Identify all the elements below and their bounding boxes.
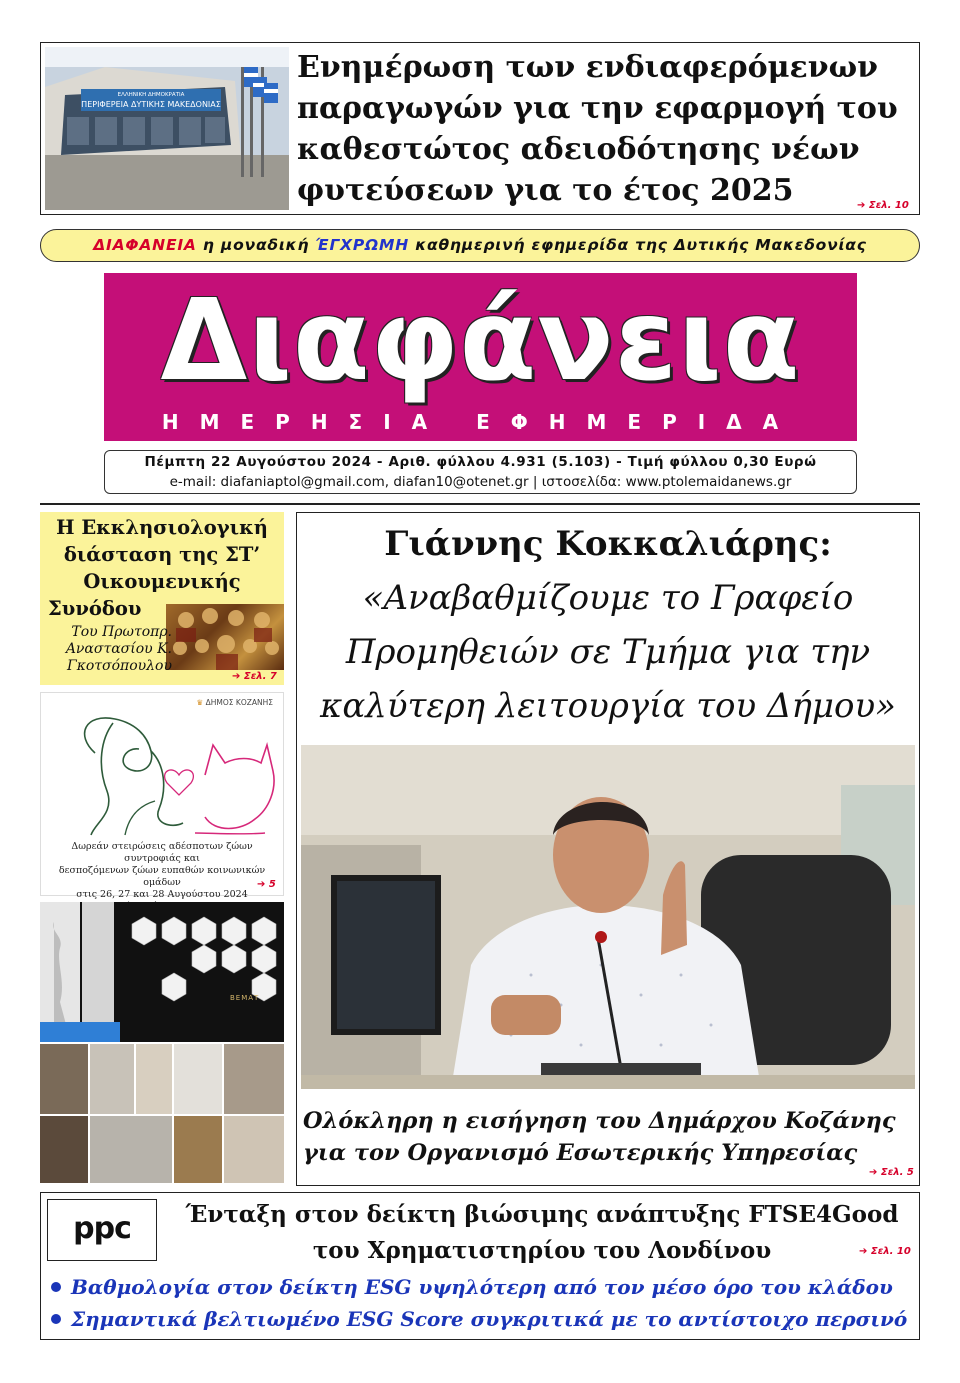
decor-tiles-ad[interactable]: [40, 902, 284, 1183]
kozani-page-ref: ➔ 5: [257, 879, 276, 890]
ppc-logo: ppc: [47, 1199, 157, 1261]
regional-building-photo: [45, 47, 289, 210]
main-story-quote[interactable]: [297, 571, 919, 733]
main-story-caption[interactable]: [303, 1105, 915, 1169]
top-story-page-ref: ➔ Σελ. 10: [857, 200, 909, 211]
building-sign-1: ΕΛΛΗΝΙΚΗ ΔΗΜΟΚΡΑΤΙΑ: [117, 92, 185, 98]
ppc-story[interactable]: [40, 1192, 920, 1340]
synod-feature[interactable]: [40, 512, 284, 685]
tile-photo: [174, 1044, 222, 1114]
tagline-part-1: η μοναδική: [202, 236, 310, 254]
kozani-sterilization-ad[interactable]: [40, 692, 284, 900]
newspaper-subtitle: ΗΜΕΡΗΣΙΑ ΕΦΗΜΕΡΙΔΑ: [161, 410, 800, 434]
tile-photo: [224, 1044, 284, 1114]
tile-photo: [136, 1044, 172, 1114]
tagline-color-word: ΈΓΧΡΩΜΗ: [315, 236, 410, 254]
synod-page-ref: ➔ Σελ. 7: [232, 671, 277, 682]
tiles-ad-top-panel: [40, 902, 284, 1042]
top-story-headline[interactable]: Ενημέρωση των ενδιαφερόμενων παραγωγών για την εφαρμογή του καθεστώτος αδειοδότησης νέων φυτεύσεων για το έτος 2025: [297, 50, 898, 208]
bullet-dot-icon: [51, 1282, 61, 1292]
synod-author-line-3: Γκοτσόπουλου: [66, 658, 172, 674]
kozani-ad-line-3: στις 26, 27 και 28 Αυγούστου 2024: [76, 889, 248, 900]
synod-title-line-4: Συνόδου: [48, 597, 142, 620]
main-story-page-ref: ➔ Σελ. 5: [869, 1167, 914, 1178]
main-quote-line-1: «Αναβαθμίζουμε το Γραφείο: [362, 578, 854, 618]
kozani-emblem-icon: ♛: [196, 698, 204, 707]
ppc-title-line-2: του Χρηματιστηρίου του Λονδίνου: [312, 1237, 772, 1264]
tile-photo: [174, 1116, 222, 1183]
contact-line[interactable]: e-mail: diafaniaptol@gmail.com, diafan10@otenet.gr | ιστοσελίδα: www.ptolemaidanews.gr: [169, 474, 792, 490]
synod-title-line-2: διάσταση της ΣΤ’: [63, 543, 261, 566]
main-story[interactable]: [296, 512, 920, 1186]
tile-photo: [40, 1116, 88, 1183]
dog-cat-line-art-icon: [55, 705, 275, 839]
main-quote-line-2: Προμηθειών σε Τμήμα για την: [345, 632, 871, 672]
tile-photo: [40, 1044, 88, 1114]
ppc-bullet-text: Σημαντικά βελτιωμένο ESG Score συγκριτικά με το αντίστοιχο περσινό: [71, 1307, 908, 1331]
tile-photo: [90, 1116, 172, 1183]
tagline-part-2: καθημερινή εφημερίδα της Δυτικής Μακεδονίας: [415, 236, 867, 254]
byzantine-icon-image: [166, 604, 284, 670]
main-quote-line-3: καλύτερη λειτουργία του Δήμου»: [320, 686, 896, 726]
top-story[interactable]: [40, 42, 920, 215]
synod-title-line-1: Η Εκκλησιολογική: [56, 516, 268, 539]
main-caption-line-1: Ολόκληρη η εισήγηση του Δημάρχου Κοζάνης: [303, 1108, 896, 1134]
synod-author-line-2: Αναστασίου Κ.: [65, 641, 172, 657]
ppc-bullet-text: Βαθμολογία στον δείκτη ESG υψηλότερη από τον μέσο όρο του κλάδου: [71, 1275, 893, 1299]
tiles-ad-photo-grid: [40, 1044, 284, 1183]
newspaper-name: Διαφάνεια: [160, 276, 801, 406]
main-story-name[interactable]: Γιάννης Κοκκαλιάρης:: [384, 524, 832, 564]
tagline-banner: [40, 229, 920, 262]
synod-title-line-3: Οικουμενικής: [83, 570, 241, 593]
ppc-headline[interactable]: [165, 1197, 919, 1269]
dateline-box: [104, 450, 857, 494]
main-caption-line-2: για τον Οργανισμό Εσωτερικής Υπηρεσίας: [303, 1140, 858, 1166]
building-sign-2: ΠΕΡΙΦΕΡΕΙΑ ΔΥΤΙΚΗΣ ΜΑΚΕΔΟΝΙΑΣ: [81, 100, 221, 109]
tagline-paper-name: ΔΙΑΦΑΝΕΙΑ: [93, 236, 197, 254]
bemat-logo: ΒΕΜΑΤ: [230, 994, 260, 1002]
section-divider: [40, 503, 920, 505]
ppc-title-line-1: Ένταξη στον δείκτη βιώσιμης ανάπτυξης FTSE4Good: [185, 1201, 899, 1228]
ppc-page-ref: ➔ Σελ. 10: [859, 1246, 911, 1257]
tile-photo: [90, 1044, 134, 1114]
mayor-speaking-photo: [301, 745, 915, 1089]
synod-author-line-1: Του Πρωτοπρ.: [71, 624, 172, 640]
tile-photo: [224, 1116, 284, 1183]
kozani-ad-line-2: δεσποζόμενων ζώων ευπαθών κοινωνικών ομάδων: [58, 865, 266, 888]
ppc-bullet: [51, 1304, 917, 1334]
kozani-logo-text: ΔΗΜΟΣ ΚΟΖΑΝΗΣ: [205, 698, 273, 707]
synod-author: [46, 624, 172, 675]
bullet-dot-icon: [51, 1314, 61, 1324]
ppc-bullet: [51, 1272, 917, 1302]
masthead: [104, 273, 857, 441]
kozani-ad-line-1: Δωρεάν στειρώσεις αδέσποτων ζώων συντροφιάς και: [71, 841, 253, 864]
issue-dateline: Πέμπτη 22 Αυγούστου 2024 - Αριθ. φύλλου 4.931 (5.103) - Τιμή φύλλου 0,30 Ευρώ: [144, 454, 817, 470]
